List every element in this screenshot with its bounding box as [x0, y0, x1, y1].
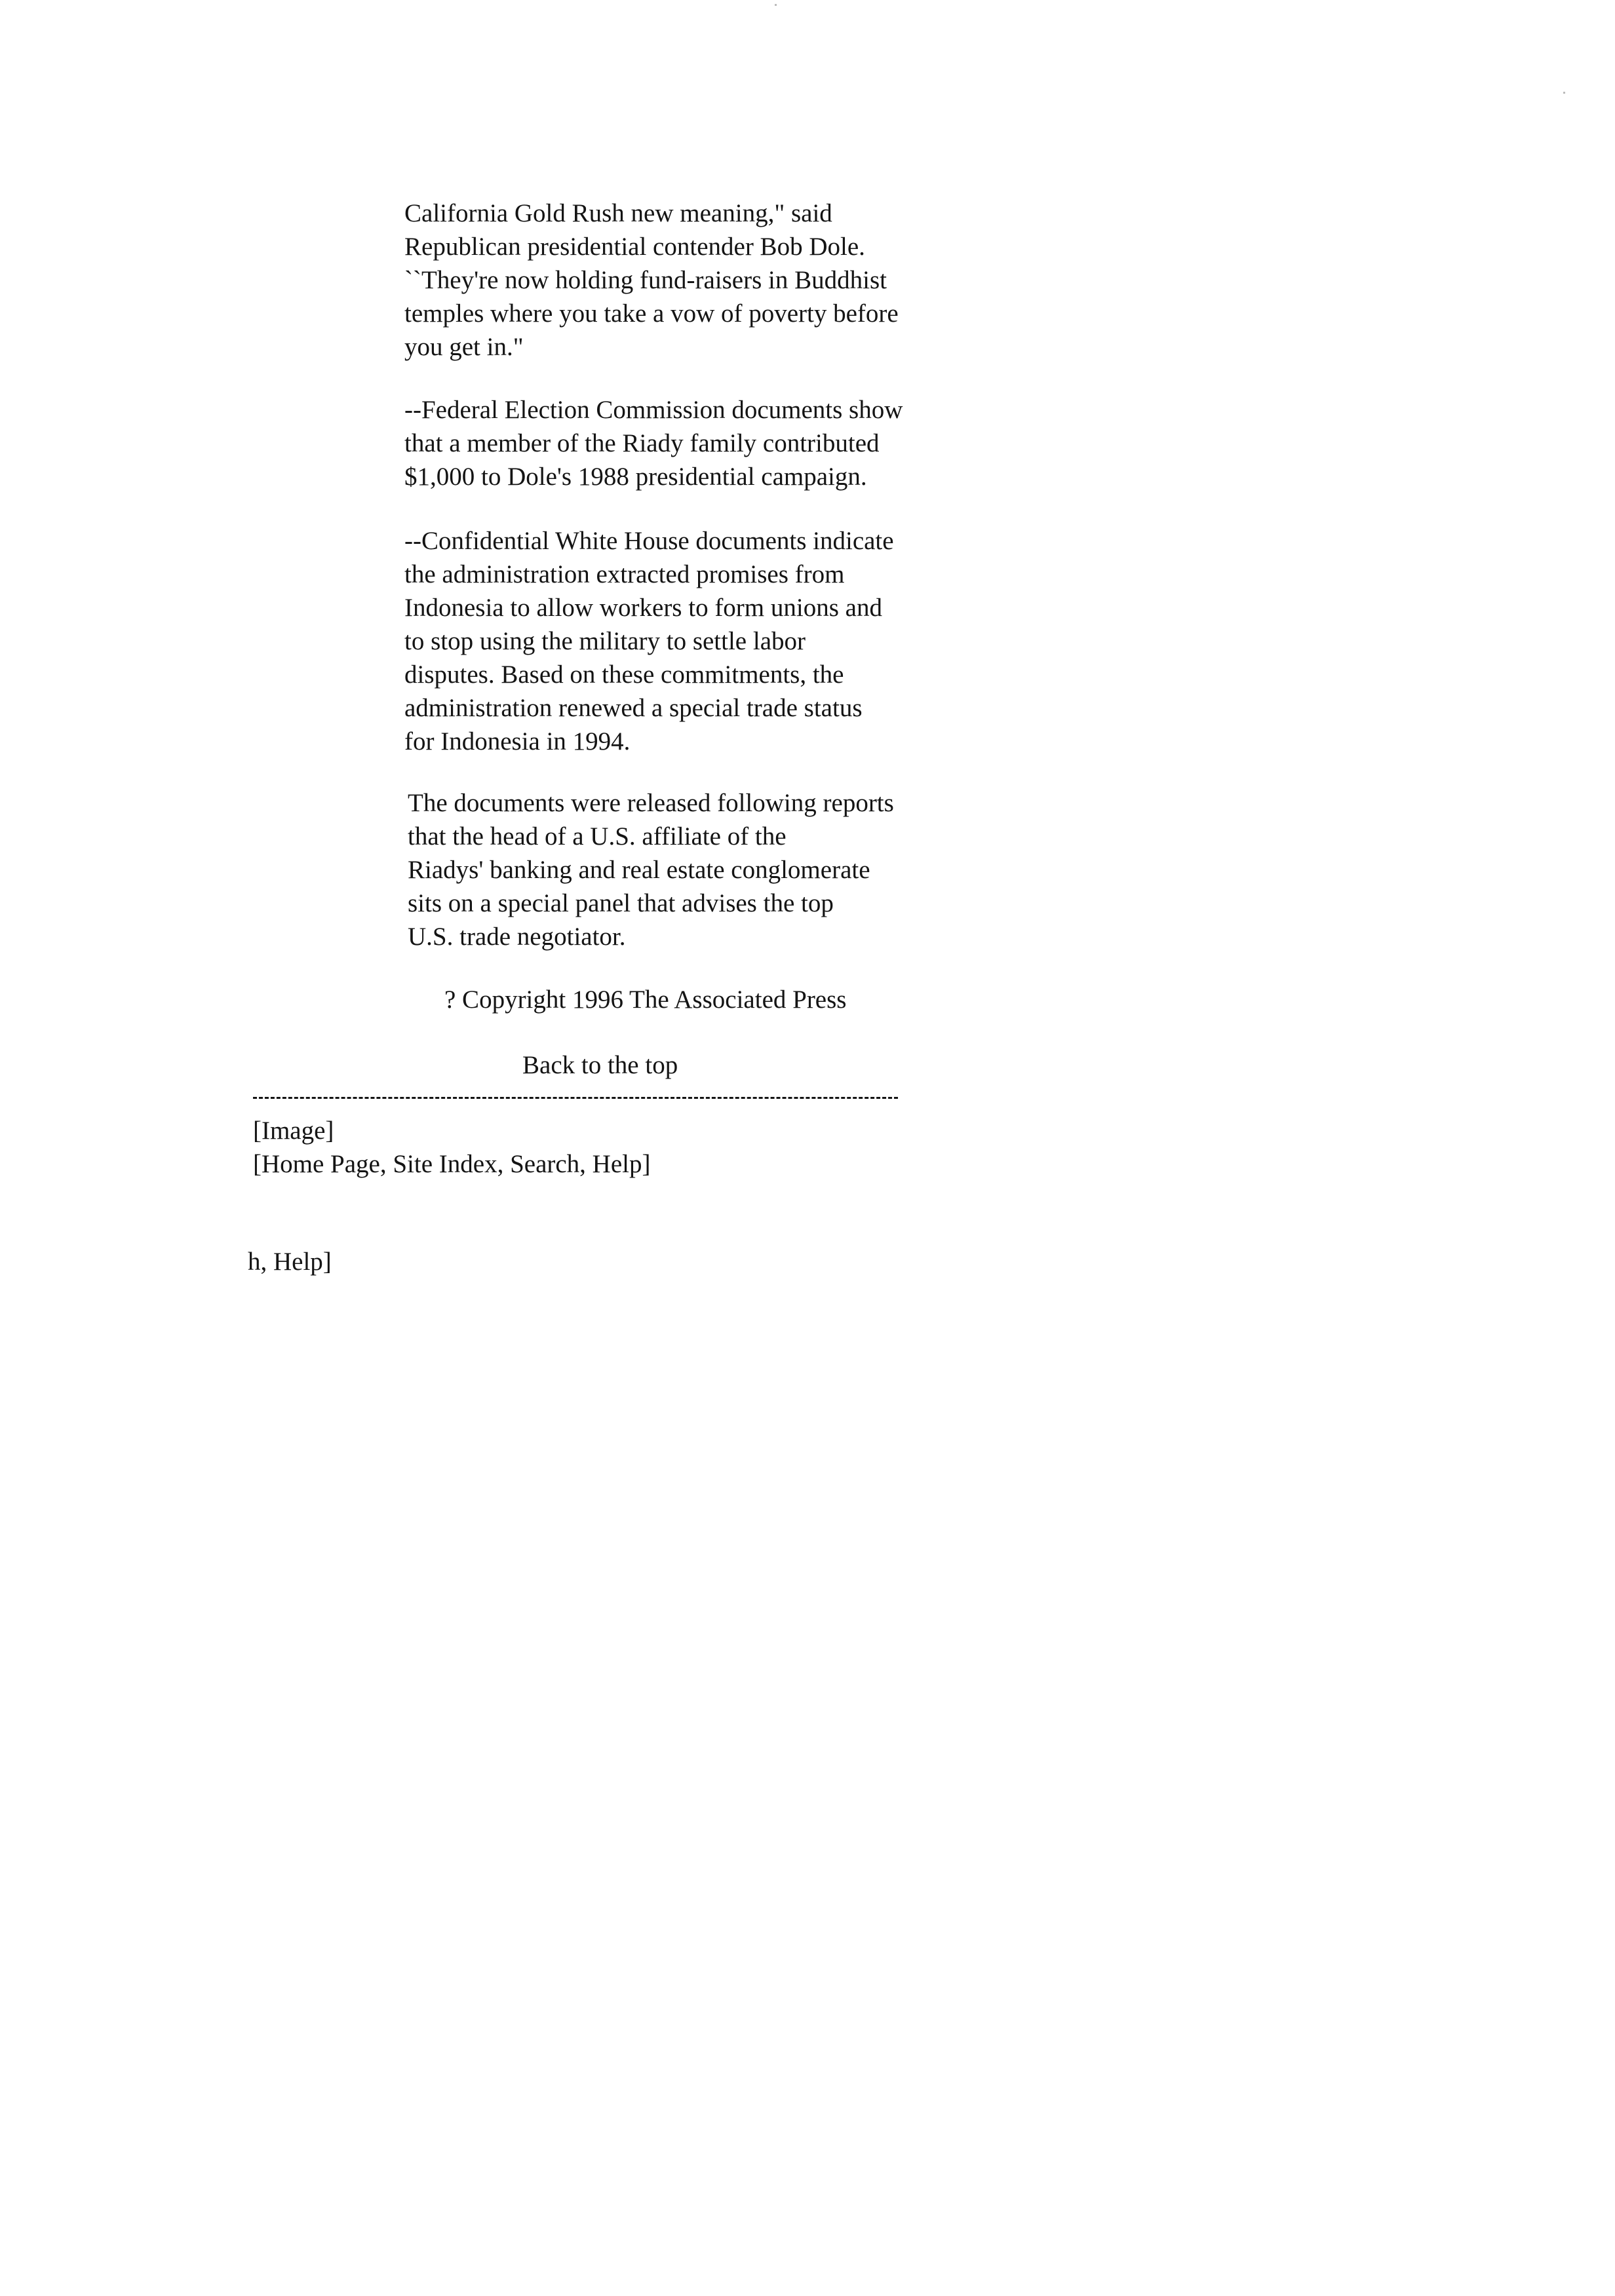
text-line: ``They're now holding fund-raisers in Buddhist — [404, 266, 887, 294]
image-placeholder: [Image] — [253, 1117, 334, 1145]
article-paragraph-3 — [404, 524, 994, 758]
text-line: --Confidential White House documents indicate — [404, 527, 894, 555]
article-paragraph-2 — [404, 393, 994, 493]
text-line: that a member of the Riady family contributed — [404, 429, 880, 457]
text-line: administration renewed a special trade status — [404, 694, 863, 722]
footer-nav-links[interactable]: [Home Page, Site Index, Search, Help] — [253, 1150, 651, 1178]
text-line: Riadys' banking and real estate conglomerate — [408, 856, 870, 884]
stray-text-fragment: h, Help] — [248, 1248, 332, 1276]
text-line: temples where you take a vow of poverty before — [404, 299, 899, 328]
dashed-divider — [253, 1097, 898, 1099]
text-line: the administration extracted promises from — [404, 560, 845, 588]
back-to-top-link[interactable]: Back to the top — [522, 1051, 678, 1079]
copyright-notice: ? Copyright 1996 The Associated Press — [444, 985, 847, 1014]
text-line: that the head of a U.S. affiliate of the — [408, 822, 787, 851]
text-line: --Federal Election Commission documents show — [404, 396, 903, 424]
scan-speck — [1563, 92, 1565, 94]
text-line: for Indonesia in 1994. — [404, 727, 631, 756]
scan-speck — [775, 4, 777, 6]
text-line: $1,000 to Dole's 1988 presidential campaign. — [404, 463, 867, 491]
text-line: you get in." — [404, 333, 524, 361]
page-footer — [253, 1114, 650, 1181]
text-line: Indonesia to allow workers to form unions and — [404, 594, 882, 622]
article-paragraph-4 — [408, 786, 998, 953]
text-line: Republican presidential contender Bob Dole. — [404, 233, 865, 261]
text-line: U.S. trade negotiator. — [408, 923, 626, 951]
text-line: disputes. Based on these commitments, the — [404, 660, 844, 689]
text-line: to stop using the military to settle labor — [404, 627, 806, 655]
text-line: The documents were released following reports — [408, 789, 894, 817]
article-paragraph-1 — [404, 197, 994, 364]
text-line: sits on a special panel that advises the top — [408, 889, 834, 917]
text-line: California Gold Rush new meaning," said — [404, 199, 832, 227]
